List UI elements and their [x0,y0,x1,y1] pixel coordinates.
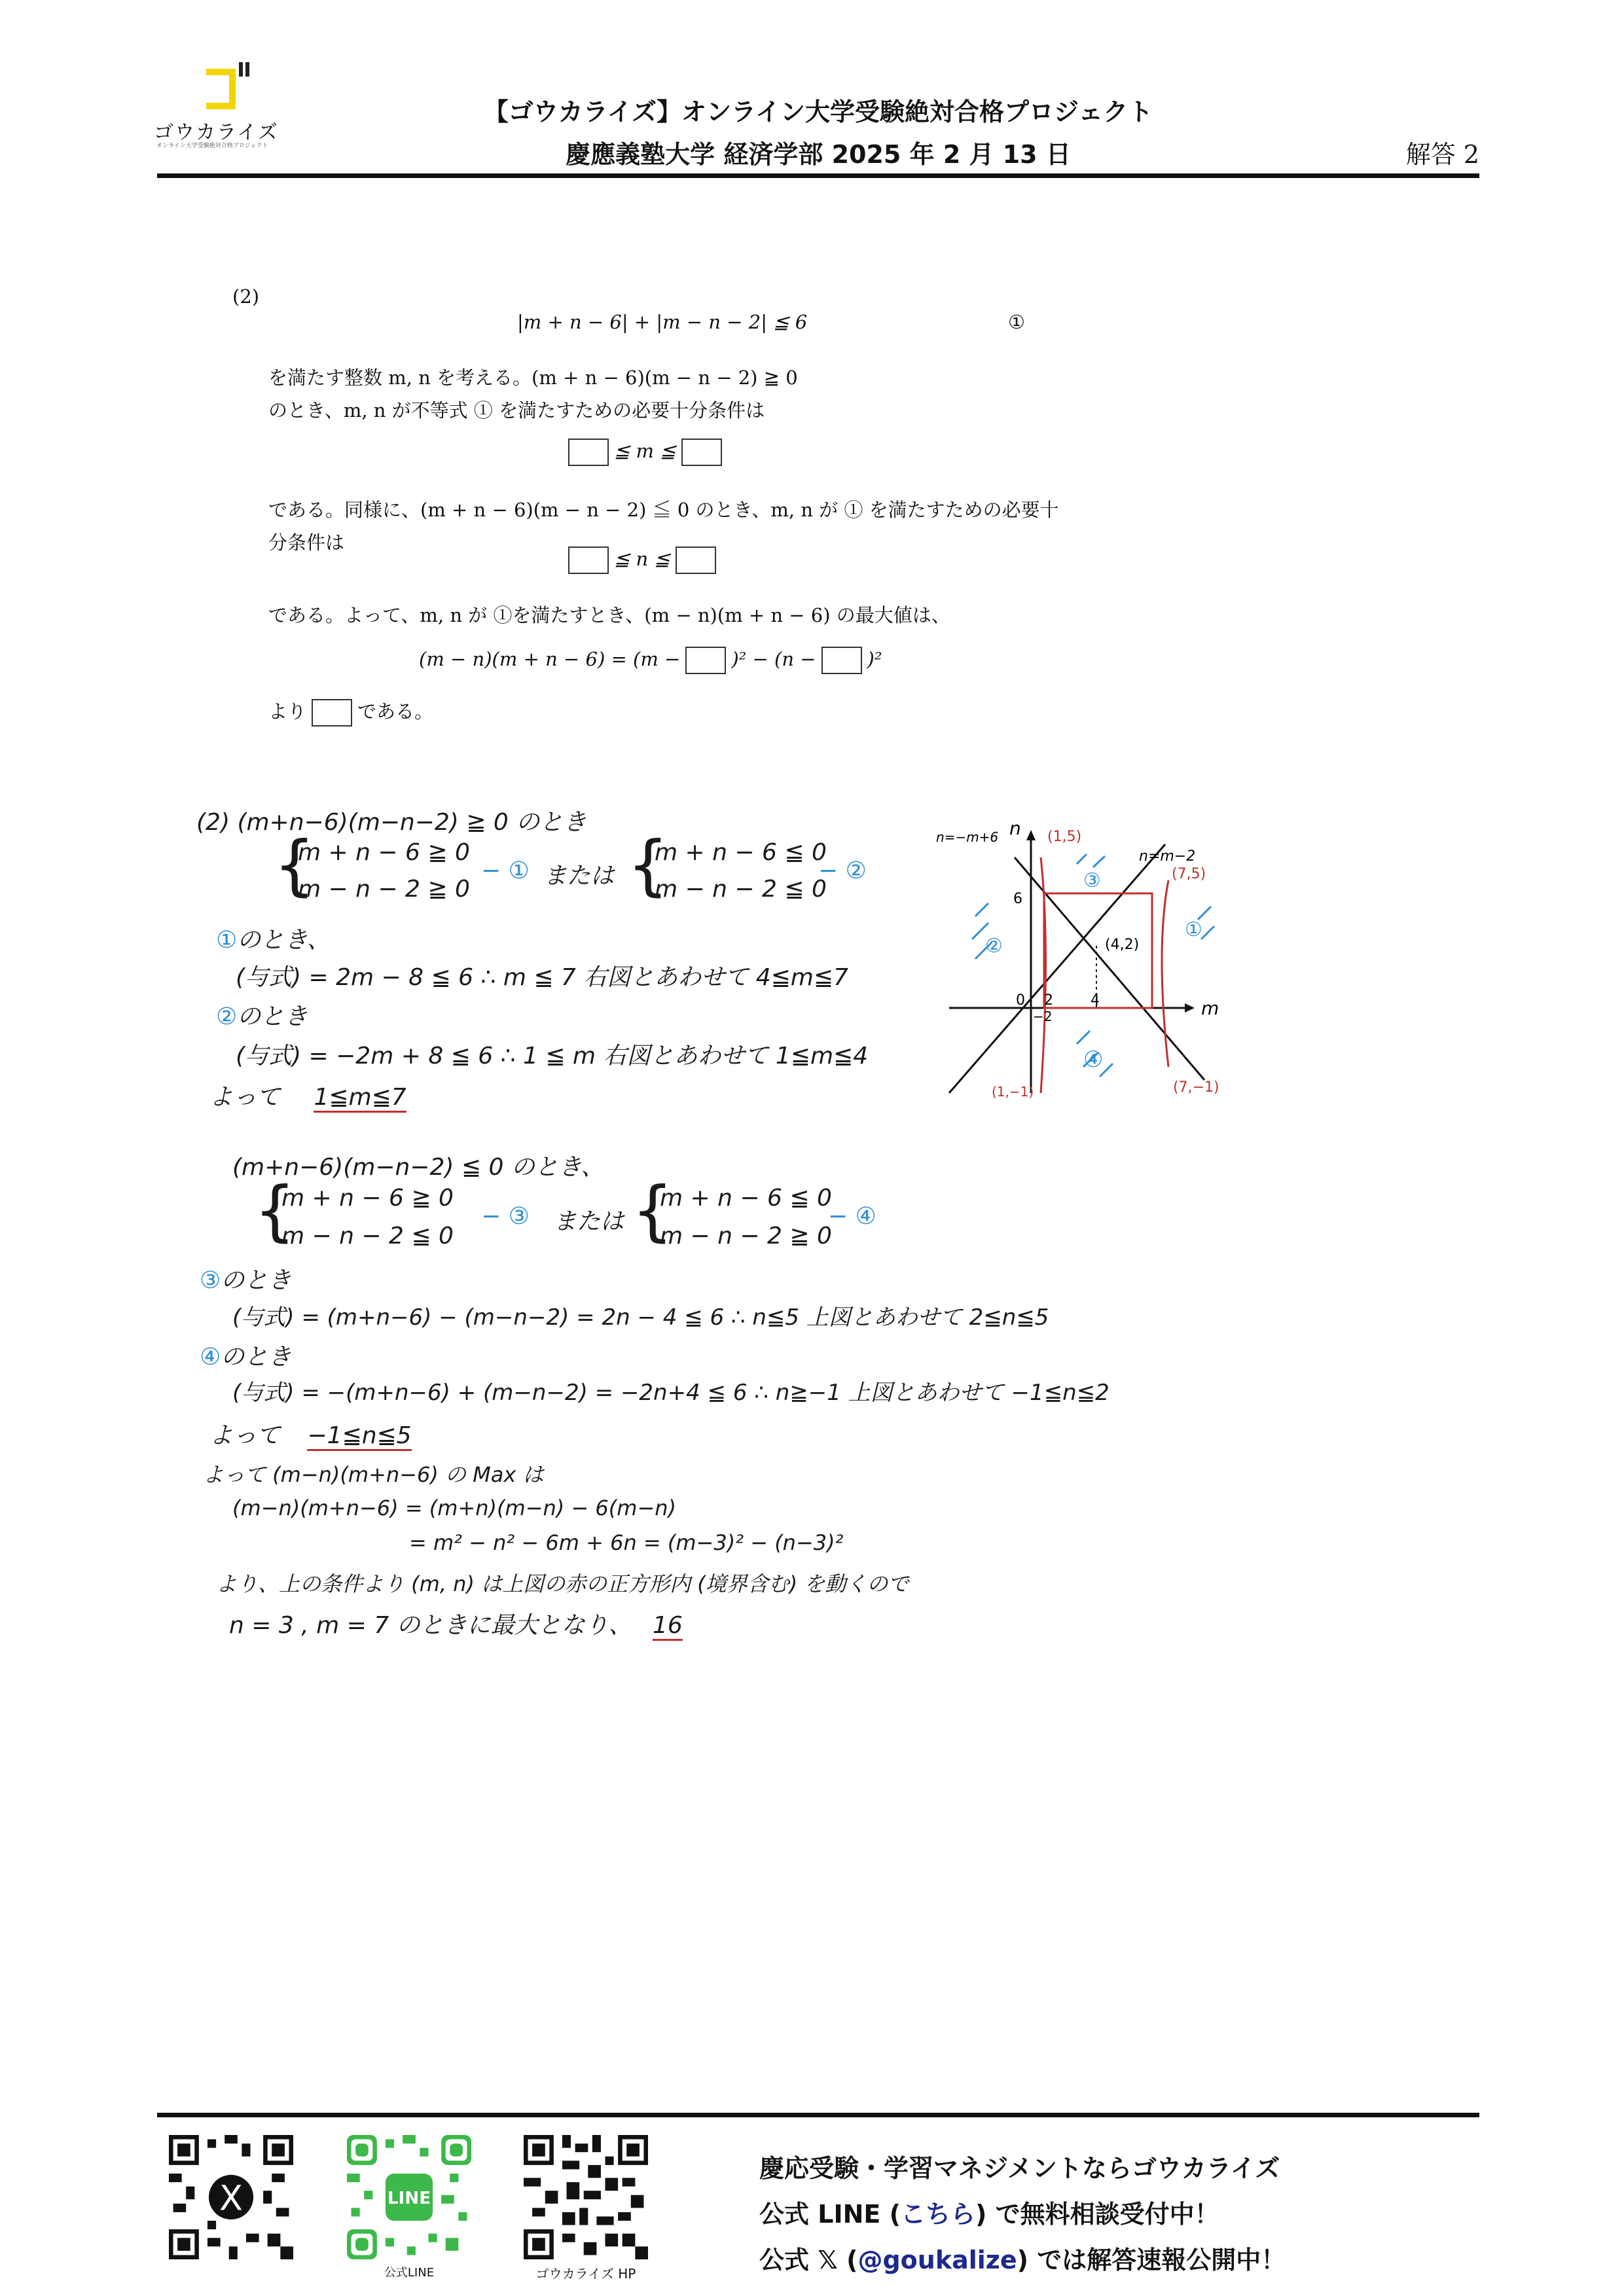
answer-box-max[interactable] [312,699,352,726]
sol-sys2-d: m − n − 2 ≧ 0 [660,1223,832,1249]
equation-mid: )² − (n − [731,648,816,670]
region-2-label: ② [985,935,1003,958]
sol-sys1-c: m + n − 6 ≦ 0 [655,839,827,866]
result-n-value: −1≦n≦5 [307,1422,411,1451]
footer-line-3 [759,2240,1286,2276]
case-3-label: のとき [221,1267,292,1294]
condition-m [563,439,727,466]
result-m-value: 1≦m≦7 [314,1084,406,1113]
footer-line-1: 慶応受験・学習マネジメントならゴウカライズ [759,2154,1280,2183]
solution-graph [936,818,1250,1106]
sol-brace-3: { [254,1172,296,1249]
sol-max-reason: より、上の条件より (m, n) は上図の赤の正方形内 (境界含む) を動くので [216,1571,909,1596]
sol-case-4 [200,1338,291,1372]
tick-neg2-label: −2 [1033,1009,1053,1024]
sol-sys2-c: m + n − 6 ≦ 0 [660,1185,832,1211]
header-title-line2: 慶應義塾大学 経済学部 2025 年 2 月 13 日 [566,140,1071,169]
qr-line-caption: 公式LINE [384,2266,435,2280]
problem-text-2a: である。同様に、(m + n − 6)(m − n − 2) ≦ 0 のとき、m, n が ① を満たすための必要十 [268,499,1059,521]
condition-n [563,547,721,574]
region-4-label: ④ [1083,1047,1104,1073]
sol-or-1: または [543,863,615,889]
sol-case-3 [200,1262,291,1295]
footer-rule [157,2113,1479,2117]
graph-line-a [949,844,1165,1093]
answer-box-n-lower[interactable] [568,547,609,574]
axis-y-label: n [1009,818,1021,839]
problem-text-4 [268,697,433,726]
sol-tag-1: − ① [481,857,530,884]
page-label: 解答 2 [1405,140,1479,169]
tick-4-label: 4 [1091,992,1100,1009]
max-answer: 16 [653,1612,683,1641]
line-link[interactable]: こちら [900,2200,975,2229]
sol-sys2-b: m − n − 2 ≦ 0 [281,1223,454,1249]
footer-line-2-pre: 公式 LINE ( [759,2200,901,2229]
header-title-line1: 【ゴウカライズ】オンライン大学受験絶対合格プロジェクト [483,98,1153,126]
problem-text-4-pre: より [268,700,307,723]
sol-case-1-eq: (与式) = 2m − 8 ≦ 6 ∴ m ≦ 7 右図とあわせて 4≦m≦7 [236,964,848,991]
condition-m-text: ≦ m ≦ [614,440,676,462]
sol-sys2-a: m + n − 6 ≧ 0 [281,1185,454,1211]
qr-hp-icon[interactable] [524,2135,648,2259]
circle-4-mark: ④ [200,1344,221,1371]
case-2-label: のとき [237,1003,308,1030]
circle-2-mark: ② [216,1003,238,1030]
qr-hp-caption: ゴウカライズ HP [535,2266,636,2282]
sol-result-n [209,1417,412,1450]
sol-sys1-d: m − n − 2 ≦ 0 [655,876,827,903]
sol-case-1 [216,922,331,955]
x-axis-arrow-icon [1185,1003,1195,1013]
answer-box-m-upper[interactable] [681,439,722,466]
sol-case-3-eq: (与式) = (m+n−6) − (m−n−2) = 2n − 4 ≦ 6 ∴ n≦5 上図とあわせて 2≦n≦5 [232,1304,1049,1331]
line-qr-center: LINE [387,2188,431,2208]
sol-tag-3: − ③ [481,1203,530,1230]
svg-text:X: X [219,2178,243,2219]
sol-case2-heading: (m+n−6)(m−n−2) ≦ 0 のとき、 [232,1154,605,1181]
max-final-text: n = 3 , m = 7 のときに最大となり、 [229,1612,632,1639]
sol-max-final [229,1607,683,1640]
sol-sys1-a: m + n − 6 ≧ 0 [298,839,470,866]
sol-tag-2: − ② [818,857,867,884]
sol-brace-1: { [274,827,316,903]
circle-3-mark: ③ [200,1267,221,1294]
sol-tag-4: − ④ [828,1203,876,1230]
line-b-label: n=m−2 [1139,848,1196,865]
point-br-label: (7,−1) [1173,1079,1219,1096]
problem-text-3: である。よって、m, n が ①を満たすとき、(m − n)(m + n − 6) の最大値は、 [268,604,950,626]
qr-line-icon[interactable] [347,2135,471,2259]
condition-n-text: ≦ n ≦ [614,548,670,570]
sol-brace-4: { [632,1172,674,1249]
answer-box-eq-1[interactable] [685,647,726,674]
line-a-label: n=−m+6 [936,829,999,845]
x-link[interactable]: @goukalize [857,2246,1017,2274]
circle-1-mark: ① [216,927,238,954]
sol-case1-heading: (2) (m+n−6)(m−n−2) ≧ 0 のとき [196,809,587,836]
logo-text: ゴウカライズ [154,121,279,144]
tick-2-label: 2 [1044,992,1053,1009]
sol-case-4-eq: (与式) = −(m+n−6) + (m−n−2) = −2n+4 ≦ 6 ∴ n≧−1 上図とあわせて −1≦n≦2 [232,1380,1110,1406]
answer-box-eq-2[interactable] [821,647,862,674]
tick-6-label: 6 [1013,891,1022,907]
point-center-label: (4,2) [1105,937,1140,953]
logo [154,62,304,154]
problem-text-1b: のとき、m, n が不等式 ① を満たすための必要十分条件は [268,399,765,422]
result-n-pre: よって [209,1422,281,1449]
sol-sys1-b: m − n − 2 ≧ 0 [298,876,470,903]
footer-line-2 [759,2194,1219,2230]
problem-text-2b: 分条件は [268,531,345,554]
problem-text-4-post: である。 [357,700,434,723]
footer-line-3-post: ) では解答速報公開中！ [1017,2246,1286,2274]
footer-line-2-post: ) で無料相談受付中！ [975,2200,1219,2229]
problem-text-1a: を満たす整数 m, n を考える。(m + n − 6)(m − n − 2) ≧ 0 [268,367,798,389]
sol-case-2 [216,998,308,1031]
sol-case-2-eq: (与式) = −2m + 8 ≦ 6 ∴ 1 ≦ m 右図とあわせて 1≦m≦4 [236,1043,869,1069]
sol-max-eq2: = m² − n² − 6m + 6n = (m−3)² − (n−3)² [409,1530,844,1555]
result-m-pre: よって [209,1084,281,1111]
tick-0-label: 0 [1016,992,1025,1009]
logo-mark-icon [193,62,252,115]
header-rule [157,173,1479,178]
qr-x-icon[interactable] [169,2135,293,2259]
axis-x-label: m [1201,997,1219,1019]
problem-inequality: |m + n − 6| + |m − n − 2| ≦ 6 [517,311,808,333]
case-4-label: のとき [221,1344,292,1371]
y-axis-arrow-icon [1026,830,1036,840]
region-1-label: ① [1185,918,1202,941]
logo-subtext: オンライン大学受験絶対合格プロジェクト [156,143,268,149]
equation-left: (m − n)(m + n − 6) = (m − [419,648,681,670]
point-right-label: (7,5) [1172,866,1206,882]
answer-box-m-lower[interactable] [568,439,609,466]
problem-number: (2) [232,285,260,308]
point-top-label: (1,5) [1047,829,1082,845]
problem-equation [419,647,882,674]
region-3-label: ③ [1083,869,1101,892]
answer-box-n-upper[interactable] [676,547,716,574]
sol-brace-2: { [627,827,669,903]
sol-max-eq1: (m−n)(m+n−6) = (m+n)(m−n) − 6(m−n) [232,1496,677,1520]
graph-red-curve-right [1162,880,1168,1067]
sol-max-intro: よって (m−n)(m+n−6) の Max は [203,1462,544,1487]
sol-result-m [209,1079,406,1112]
sol-or-2: または [553,1208,624,1235]
case-1-label: のとき、 [237,927,331,954]
inequality-mark: ① [1008,311,1025,333]
point-bl-label: (1,−1) [992,1084,1034,1100]
footer-line-3-pre: 公式 𝕏 ( [759,2246,858,2274]
equation-right: )² [867,648,882,670]
